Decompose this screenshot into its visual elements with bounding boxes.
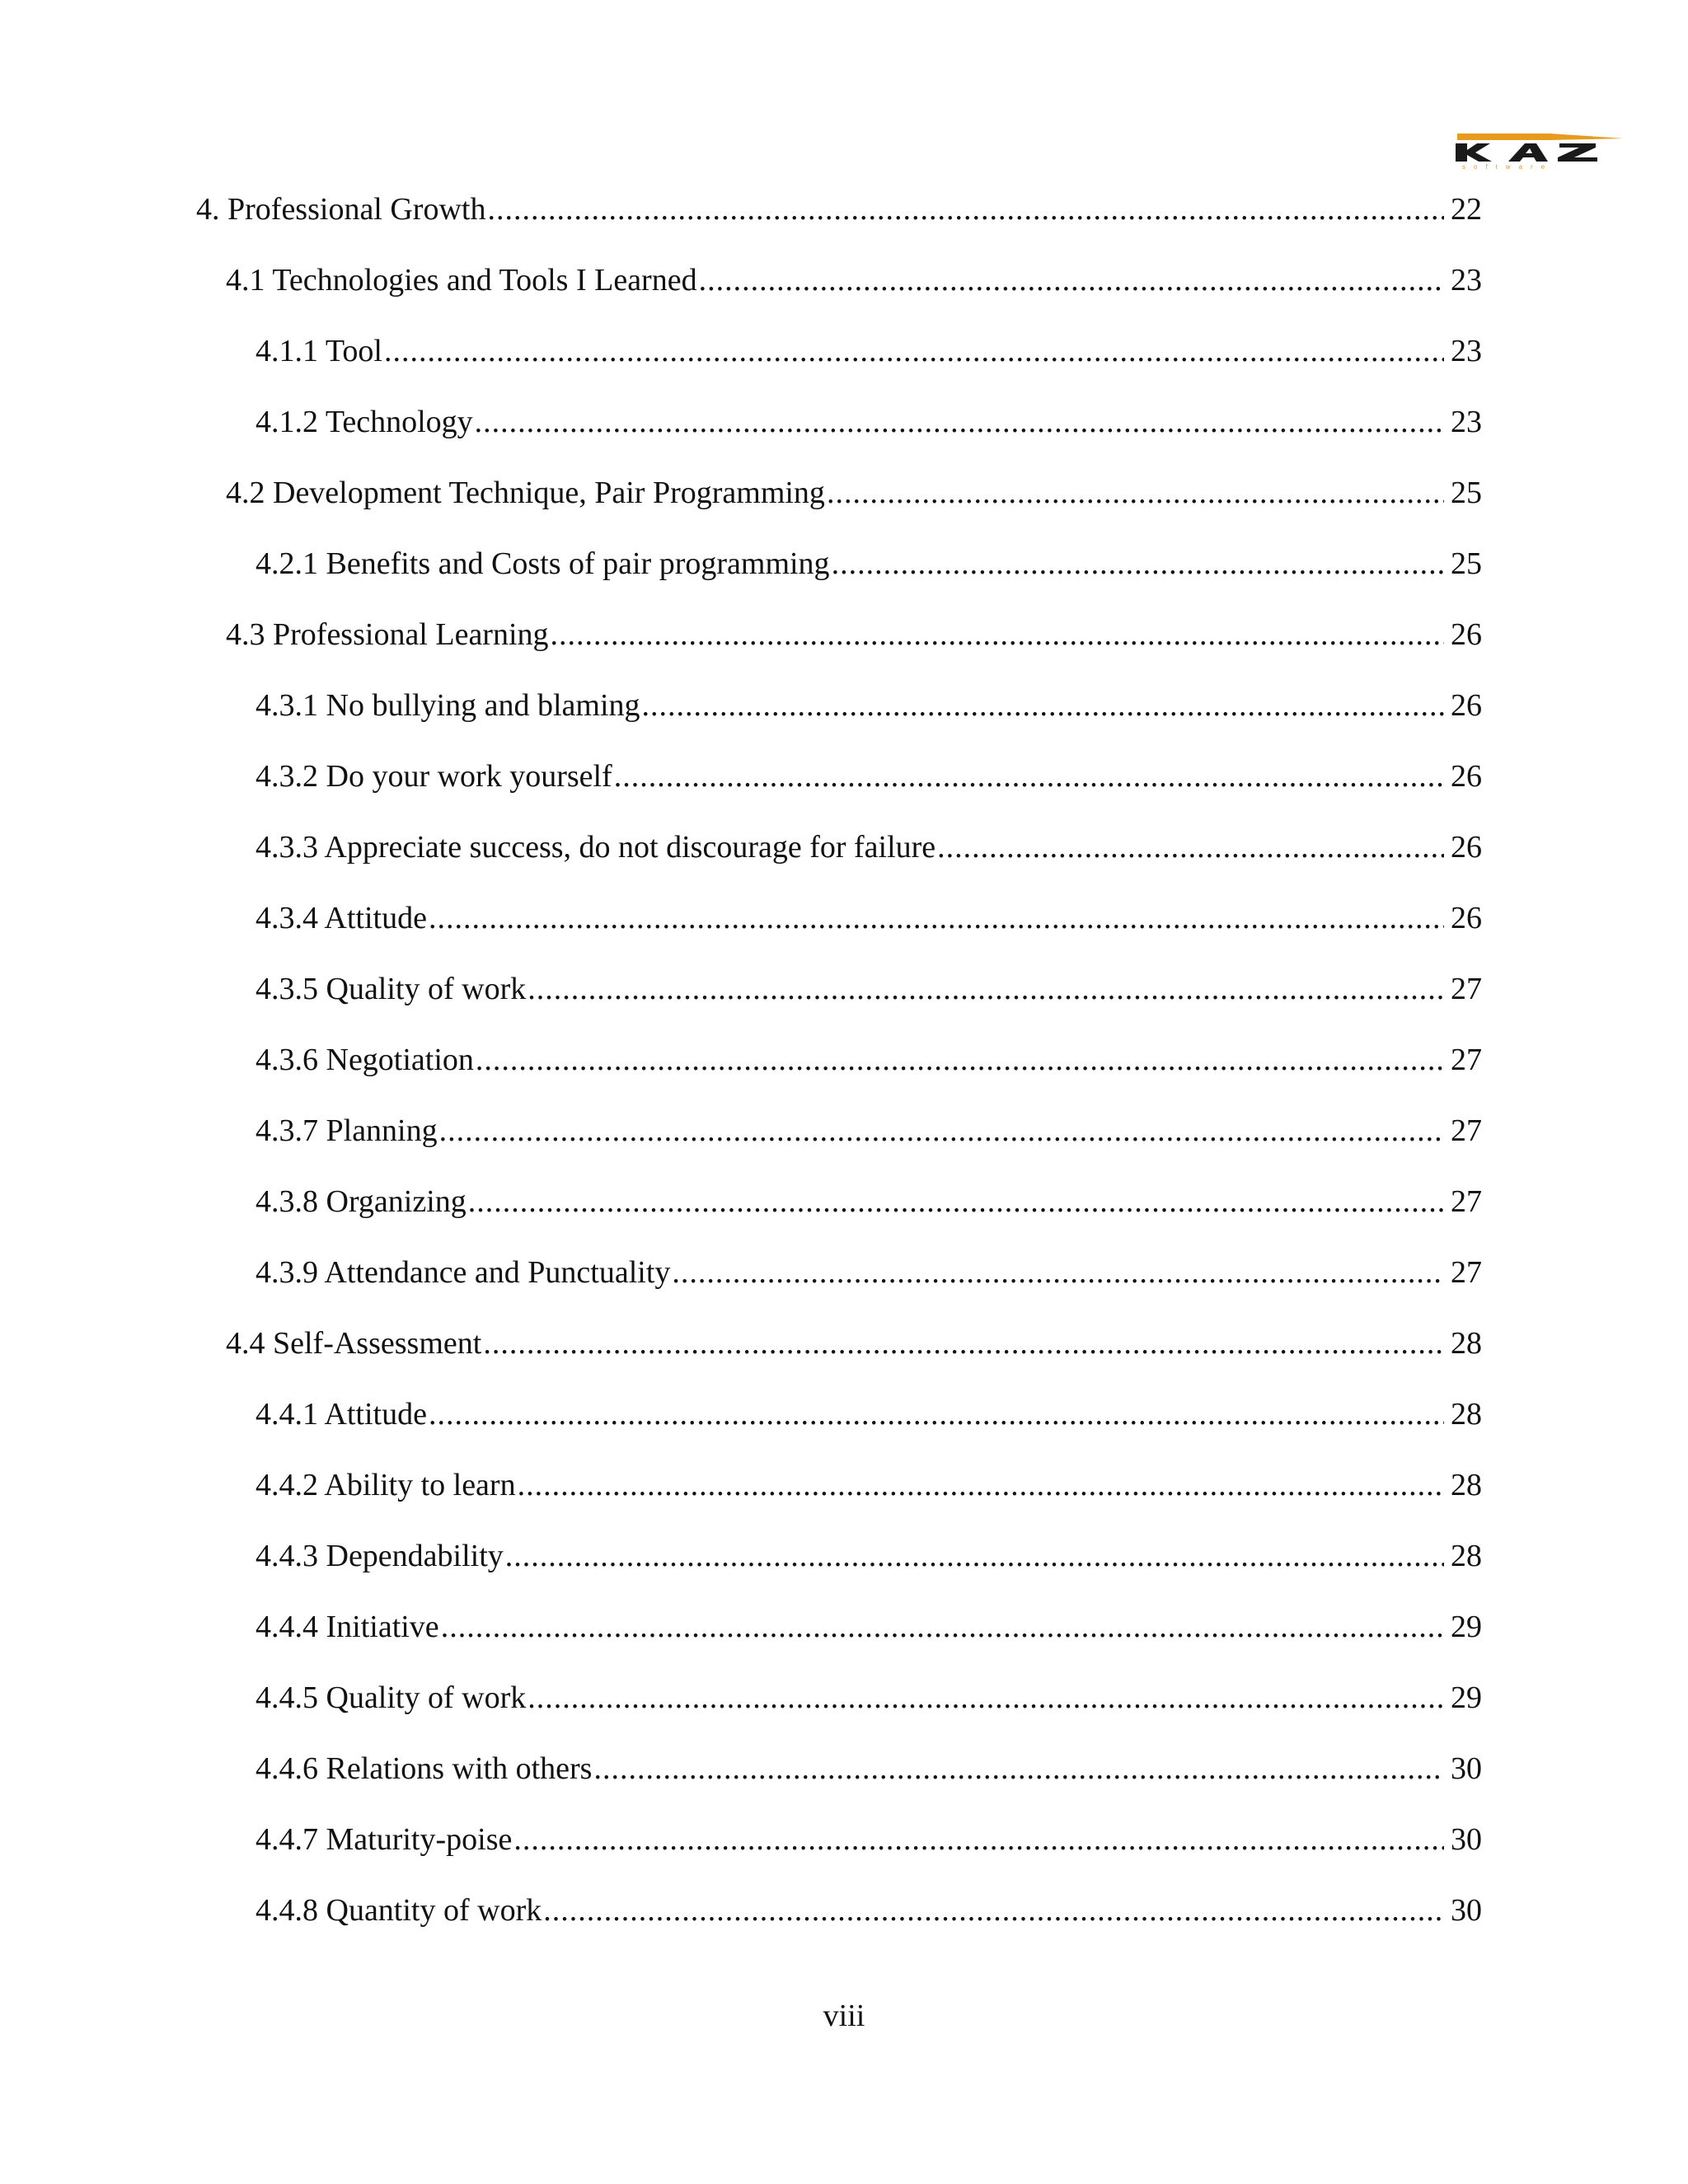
toc-entry-title: 4.3 Professional Learning [226,617,549,652]
toc-entry-title: 4.3.6 Negotiation [256,1043,474,1077]
toc-entry-page: 22 [1451,192,1482,227]
toc-dot-leader [429,898,1444,938]
toc-dot-leader [593,1749,1444,1788]
toc-entry[interactable] [196,827,1482,898]
toc-entry[interactable] [196,615,1482,686]
toc-entry[interactable] [196,1253,1482,1324]
toc-entry-title: 4.3.4 Attitude [256,901,427,935]
toc-entry-page: 23 [1451,405,1482,439]
toc-entry-page: 27 [1451,1043,1482,1077]
toc-dot-leader [699,260,1444,300]
toc-entry-page: 26 [1451,617,1482,652]
toc-dot-leader [642,686,1444,725]
toc-entry[interactable] [196,544,1482,615]
toc-entry-title: 4.4.4 Initiative [256,1610,439,1644]
toc-entry-title: 4.3.8 Organizing [256,1184,467,1219]
toc-entry-page: 26 [1451,901,1482,935]
toc-entry-page: 27 [1451,1184,1482,1219]
toc-entry-title: 4.4 Self-Assessment [226,1326,482,1361]
toc-dot-leader [513,1820,1444,1859]
toc-entry[interactable] [196,686,1482,757]
kaz-logo-graphic [1451,122,1632,170]
toc-entry-page: 29 [1451,1680,1482,1715]
toc-entry-page: 28 [1451,1468,1482,1502]
toc-dot-leader [475,402,1444,442]
toc-dot-leader [528,969,1444,1009]
toc-entry-page: 29 [1451,1610,1482,1644]
toc-entry[interactable] [196,1536,1482,1607]
toc-entry[interactable] [196,969,1482,1040]
toc-dot-leader [505,1536,1444,1576]
toc-entry-page: 26 [1451,688,1482,723]
kaz-software-logo [1451,122,1632,170]
toc-entry-page: 27 [1451,1255,1482,1290]
toc-entry-title: 4.2 Development Technique, Pair Programming [226,476,825,510]
table-of-contents [196,190,1482,1961]
logo-letter-z [1558,143,1597,162]
toc-entry-title: 4.4.5 Quality of work [256,1680,527,1715]
logo-swoosh [1457,134,1624,140]
logo-subtext: software [1462,163,1554,170]
toc-entry[interactable] [196,1040,1482,1111]
toc-entry-title: 4.2.1 Benefits and Costs of pair programming [256,546,830,581]
toc-entry[interactable] [196,1749,1482,1820]
toc-dot-leader [528,1678,1444,1718]
toc-entry-title: 4.4.2 Ability to learn [256,1468,516,1502]
toc-entry[interactable] [196,1324,1482,1394]
toc-dot-leader [614,757,1444,796]
toc-entry[interactable] [196,1182,1482,1253]
toc-entry-title: 4.3.1 No bullying and blaming [256,688,640,723]
toc-entry-page: 25 [1451,546,1482,581]
toc-entry-page: 30 [1451,1822,1482,1857]
toc-entry-title: 4.3.7 Planning [256,1113,438,1148]
toc-dot-leader [832,544,1444,583]
toc-dot-leader [827,473,1444,513]
toc-entry-title: 4. Professional Growth [196,192,486,227]
toc-entry-page: 25 [1451,476,1482,510]
toc-entry-page: 30 [1451,1893,1482,1928]
toc-entry-page: 27 [1451,972,1482,1006]
toc-entry-page: 28 [1451,1397,1482,1432]
toc-dot-leader [483,1324,1444,1363]
toc-entry[interactable] [196,898,1482,969]
toc-entry-page: 28 [1451,1539,1482,1573]
toc-entry[interactable] [196,260,1482,331]
toc-dot-leader [476,1040,1444,1080]
toc-entry-title: 4.3.5 Quality of work [256,972,527,1006]
toc-entry-title: 4.4.8 Quantity of work [256,1893,542,1928]
toc-entry[interactable] [196,331,1482,402]
toc-entry[interactable] [196,1678,1482,1749]
toc-entry[interactable] [196,190,1482,260]
toc-entry-title: 4.4.3 Dependability [256,1539,504,1573]
toc-entry-page: 26 [1451,759,1482,794]
toc-entry-title: 4.3.2 Do your work yourself [256,759,612,794]
toc-dot-leader [468,1182,1444,1221]
toc-dot-leader [543,1891,1444,1930]
toc-entry-page: 26 [1451,830,1482,865]
toc-dot-leader [441,1607,1444,1647]
toc-entry-title: 4.4.7 Maturity-poise [256,1822,513,1857]
toc-entry-title: 4.4.1 Attitude [256,1397,427,1432]
toc-entry[interactable] [196,1111,1482,1182]
toc-dot-leader [487,190,1444,229]
page-number: viii [823,1999,865,2033]
toc-entry-page: 23 [1451,334,1482,368]
toc-entry[interactable] [196,1891,1482,1961]
toc-dot-leader [518,1465,1444,1505]
toc-entry-page: 23 [1451,263,1482,298]
toc-entry-title: 4.1.1 Tool [256,334,382,368]
toc-entry-title: 4.1 Technologies and Tools I Learned [226,263,697,298]
toc-dot-leader [551,615,1444,654]
toc-dot-leader [672,1253,1444,1292]
logo-letter-a [1508,143,1548,162]
toc-entry-page: 27 [1451,1113,1482,1148]
toc-entry[interactable] [196,1465,1482,1536]
toc-entry[interactable] [196,1394,1482,1465]
toc-entry[interactable] [196,402,1482,473]
toc-entry-page: 30 [1451,1751,1482,1786]
toc-dot-leader [429,1394,1444,1434]
toc-entry[interactable] [196,1607,1482,1678]
toc-entry-page: 28 [1451,1326,1482,1361]
toc-entry[interactable] [196,757,1482,827]
toc-entry-title: 4.3.9 Attendance and Punctuality [256,1255,671,1290]
toc-dot-leader [937,827,1444,867]
toc-entry-title: 4.4.6 Relations with others [256,1751,593,1786]
toc-entry[interactable] [196,1820,1482,1891]
logo-letter-k [1456,143,1492,162]
toc-dot-leader [439,1111,1444,1151]
toc-entry-title: 4.3.3 Appreciate success, do not discourage for failure [256,830,936,865]
toc-entry[interactable] [196,473,1482,544]
toc-entry-title: 4.1.2 Technology [256,405,473,439]
toc-dot-leader [384,331,1444,371]
